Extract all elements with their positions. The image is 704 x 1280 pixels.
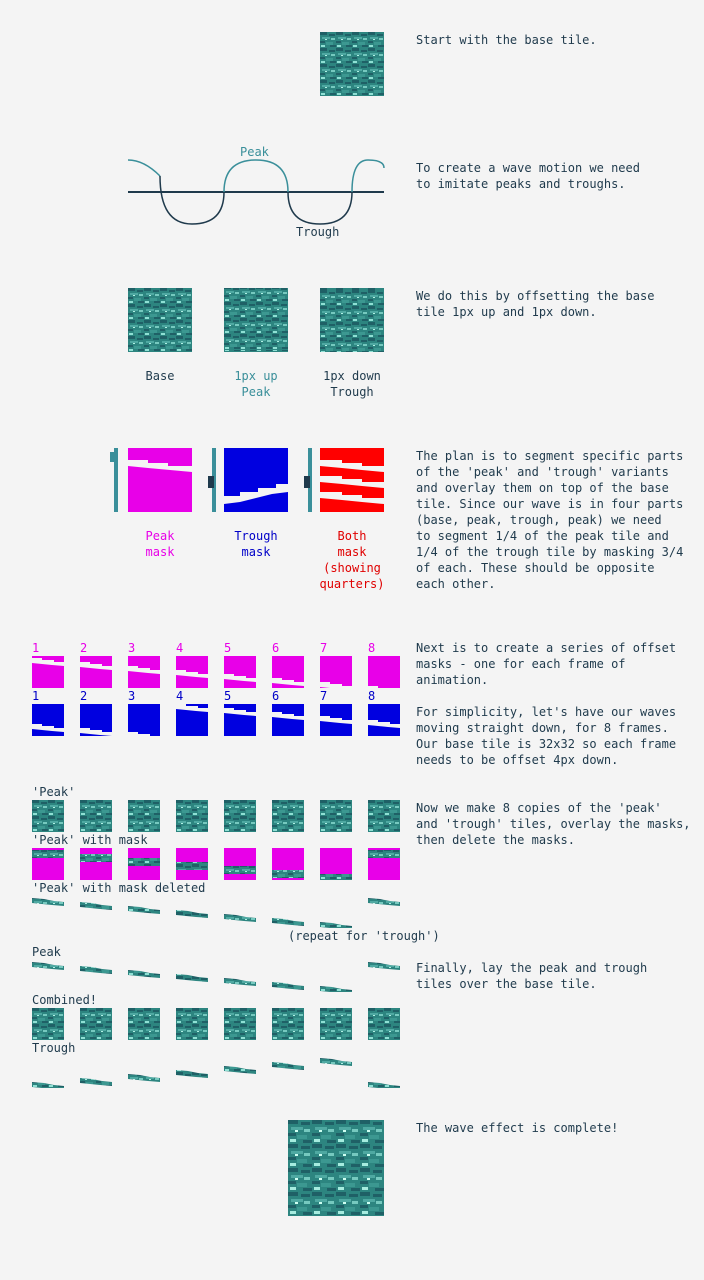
peak-frame-mask-7 — [320, 656, 352, 688]
offset-up-tile — [224, 288, 288, 352]
step-5b-line-3: Our base tile is 32x32 so each frame — [416, 737, 677, 751]
peak-tile-1 — [32, 800, 64, 832]
frame-number-peak-4: 4 — [176, 641, 184, 655]
offset-label-up-1: 1px up — [234, 369, 278, 383]
trough-mask-label-1: Trough — [234, 529, 278, 543]
peak-with-mask-6 — [272, 848, 304, 880]
step-4-line-2: of the 'peak' and 'trough' variants — [416, 465, 669, 479]
trough-frame-mask-7 — [320, 704, 352, 736]
peak-frame-mask-5 — [224, 656, 256, 688]
frame-number-trough-4: 4 — [176, 689, 184, 703]
peak-strip-7 — [320, 960, 352, 992]
trough-frame-mask-3 — [128, 704, 160, 736]
step-5b-line-4: needs to be offset 4px down. — [416, 753, 619, 767]
frame-number-trough-8: 8 — [368, 689, 376, 703]
wave-trough-label: Trough — [296, 225, 340, 239]
trough-strip-5 — [224, 1056, 256, 1088]
step-7-line-2: tiles over the base tile. — [416, 977, 597, 991]
both-mask-label-4: quarters) — [319, 577, 385, 591]
peak-with-mask-8 — [368, 848, 400, 880]
peak-mask-deleted-4 — [176, 896, 208, 928]
peak-tile-7 — [320, 800, 352, 832]
row-label-peak-mask-deleted: 'Peak' with mask deleted — [32, 881, 206, 895]
trough-strip-8 — [368, 1056, 400, 1088]
both-mask-label-2: mask — [337, 545, 367, 559]
frame-number-trough-2: 2 — [80, 689, 88, 703]
peak-with-mask-2 — [80, 848, 112, 880]
step-5b-line-2: moving straight down, for 8 frames. — [416, 721, 669, 735]
peak-mask-deleted-5 — [224, 896, 256, 928]
wave-curve-trough — [160, 176, 224, 224]
combined-tile-4 — [176, 1008, 208, 1040]
row-label-combined: Combined! — [32, 993, 98, 1007]
combined-tile-8 — [368, 1008, 400, 1040]
peak-strip-2 — [80, 960, 112, 992]
trough-strip-6 — [272, 1056, 304, 1088]
peak-mask-deleted-3 — [128, 896, 160, 928]
peak-mask-label-1: Peak — [145, 529, 175, 543]
step-5-line-1: Next is to create a series of offset — [416, 641, 677, 655]
step-4-line-9: each other. — [416, 577, 496, 591]
peak-frame-mask-8 — [368, 656, 400, 688]
offset-down-tile — [320, 288, 384, 352]
peak-strip-8 — [368, 960, 400, 992]
step-7-line-1: Finally, lay the peak and trough — [416, 961, 648, 975]
peak-mask-deleted-1 — [32, 896, 64, 928]
frame-number-peak-1: 1 — [32, 641, 40, 655]
combined-tile-6 — [272, 1008, 304, 1040]
step-1-text: Start with the base tile. — [416, 33, 597, 47]
frame-number-trough-7: 7 — [320, 689, 328, 703]
frame-number-peak-3: 3 — [128, 641, 136, 655]
trough-mask-label-2: mask — [241, 545, 271, 559]
peak-strip-5 — [224, 960, 256, 992]
peak-with-mask-7 — [320, 848, 352, 880]
peak-mask-deleted-6 — [272, 896, 304, 928]
step-2-line-1: To create a wave motion we need — [416, 161, 640, 175]
step-3-line-1: We do this by offsetting the base — [416, 289, 655, 303]
combined-tile-3 — [128, 1008, 160, 1040]
step-6-line-3: then delete the masks. — [416, 833, 575, 847]
peak-tile-6 — [272, 800, 304, 832]
row-label-peak-2: Peak — [32, 945, 61, 959]
frame-number-peak-7: 7 — [320, 641, 328, 655]
peak-mask-deleted-2 — [80, 896, 112, 928]
row-label-peak: 'Peak' — [32, 785, 76, 799]
step-8-text: The wave effect is complete! — [416, 1121, 619, 1135]
trough-strip-4 — [176, 1056, 208, 1088]
peak-frame-mask-6 — [272, 656, 304, 688]
wave-curve-trough-2 — [288, 192, 352, 224]
offset-label-up-2: Peak — [241, 385, 271, 399]
step-5b-line-1: For simplicity, let's have our waves — [416, 705, 677, 719]
row-label-repeat: (repeat for 'trough') — [288, 929, 440, 943]
frame-number-trough-5: 5 — [224, 689, 232, 703]
trough-frame-mask-2 — [80, 704, 112, 736]
step-5-line-3: animation. — [416, 673, 489, 687]
trough-strip-7 — [320, 1056, 352, 1088]
peak-frame-mask-4 — [176, 656, 208, 688]
peak-mask-image — [108, 446, 196, 514]
step-5-line-2: masks - one for each frame of — [416, 657, 626, 671]
trough-mask-image — [206, 446, 294, 514]
step-4-line-1: The plan is to segment specific parts — [416, 449, 684, 463]
frame-number-peak-6: 6 — [272, 641, 280, 655]
frame-number-trough-3: 3 — [128, 689, 136, 703]
step-4-line-5: (base, peak, trough, peak) we need — [416, 513, 662, 527]
frame-number-peak-5: 5 — [224, 641, 232, 655]
step-3-line-2: tile 1px up and 1px down. — [416, 305, 597, 319]
step-6-line-1: Now we make 8 copies of the 'peak' — [416, 801, 662, 815]
both-mask-image — [302, 446, 390, 514]
peak-strip-6 — [272, 960, 304, 992]
base-tile — [320, 32, 384, 96]
trough-strip-3 — [128, 1056, 160, 1088]
trough-frame-mask-1 — [32, 704, 64, 736]
peak-mask-label-2: mask — [145, 545, 175, 559]
peak-strip-1 — [32, 960, 64, 992]
peak-tile-2 — [80, 800, 112, 832]
wave-curve-peak — [128, 160, 160, 176]
frame-number-trough-1: 1 — [32, 689, 40, 703]
step-4-line-6: to segment 1/4 of the peak tile and — [416, 529, 669, 543]
both-mask-label-3: (showing — [323, 561, 381, 575]
step-6-line-2: and 'trough' tiles, overlay the masks, — [416, 817, 691, 831]
wave-curve-peak-2 — [224, 160, 288, 192]
wave-curve-peak-3 — [352, 160, 384, 192]
peak-mask-deleted-7 — [320, 896, 352, 928]
peak-strip-3 — [128, 960, 160, 992]
offset-label-down-1: 1px down — [323, 369, 381, 383]
step-2-line-2: to imitate peaks and troughs. — [416, 177, 626, 191]
row-label-trough: Trough — [32, 1041, 76, 1055]
combined-tile-5 — [224, 1008, 256, 1040]
peak-with-mask-5 — [224, 848, 256, 880]
step-4-line-8: of each. These should be opposite — [416, 561, 655, 575]
final-wave-tile — [288, 1120, 384, 1216]
peak-tile-3 — [128, 800, 160, 832]
peak-with-mask-1 — [32, 848, 64, 880]
peak-frame-mask-3 — [128, 656, 160, 688]
row-label-peak-with-mask: 'Peak' with mask — [32, 833, 148, 847]
peak-frame-mask-2 — [80, 656, 112, 688]
frame-number-trough-6: 6 — [272, 689, 280, 703]
trough-frame-mask-5 — [224, 704, 256, 736]
offset-label-down-2: Trough — [330, 385, 374, 399]
peak-frame-mask-1 — [32, 656, 64, 688]
offset-label-base: Base — [145, 369, 175, 383]
combined-tile-7 — [320, 1008, 352, 1040]
trough-strip-2 — [80, 1056, 112, 1088]
peak-tile-4 — [176, 800, 208, 832]
step-4-line-3: and overlay them on top of the base — [416, 481, 669, 495]
peak-mask-deleted-8 — [368, 896, 400, 928]
offset-base-tile — [128, 288, 192, 352]
trough-frame-mask-6 — [272, 704, 304, 736]
trough-frame-mask-4 — [176, 704, 208, 736]
both-mask-label-1: Both — [337, 529, 367, 543]
peak-with-mask-3 — [128, 848, 160, 880]
wave-peak-label: Peak — [240, 145, 269, 159]
combined-tile-1 — [32, 1008, 64, 1040]
trough-frame-mask-8 — [368, 704, 400, 736]
peak-tile-5 — [224, 800, 256, 832]
frame-number-peak-8: 8 — [368, 641, 376, 655]
peak-with-mask-4 — [176, 848, 208, 880]
frame-number-peak-2: 2 — [80, 641, 88, 655]
step-4-line-7: 1/4 of the trough tile by masking 3/4 — [416, 545, 684, 559]
peak-strip-4 — [176, 960, 208, 992]
trough-strip-1 — [32, 1056, 64, 1088]
peak-tile-8 — [368, 800, 400, 832]
step-4-line-4: tile. Since our wave is in four parts — [416, 497, 684, 511]
combined-tile-2 — [80, 1008, 112, 1040]
